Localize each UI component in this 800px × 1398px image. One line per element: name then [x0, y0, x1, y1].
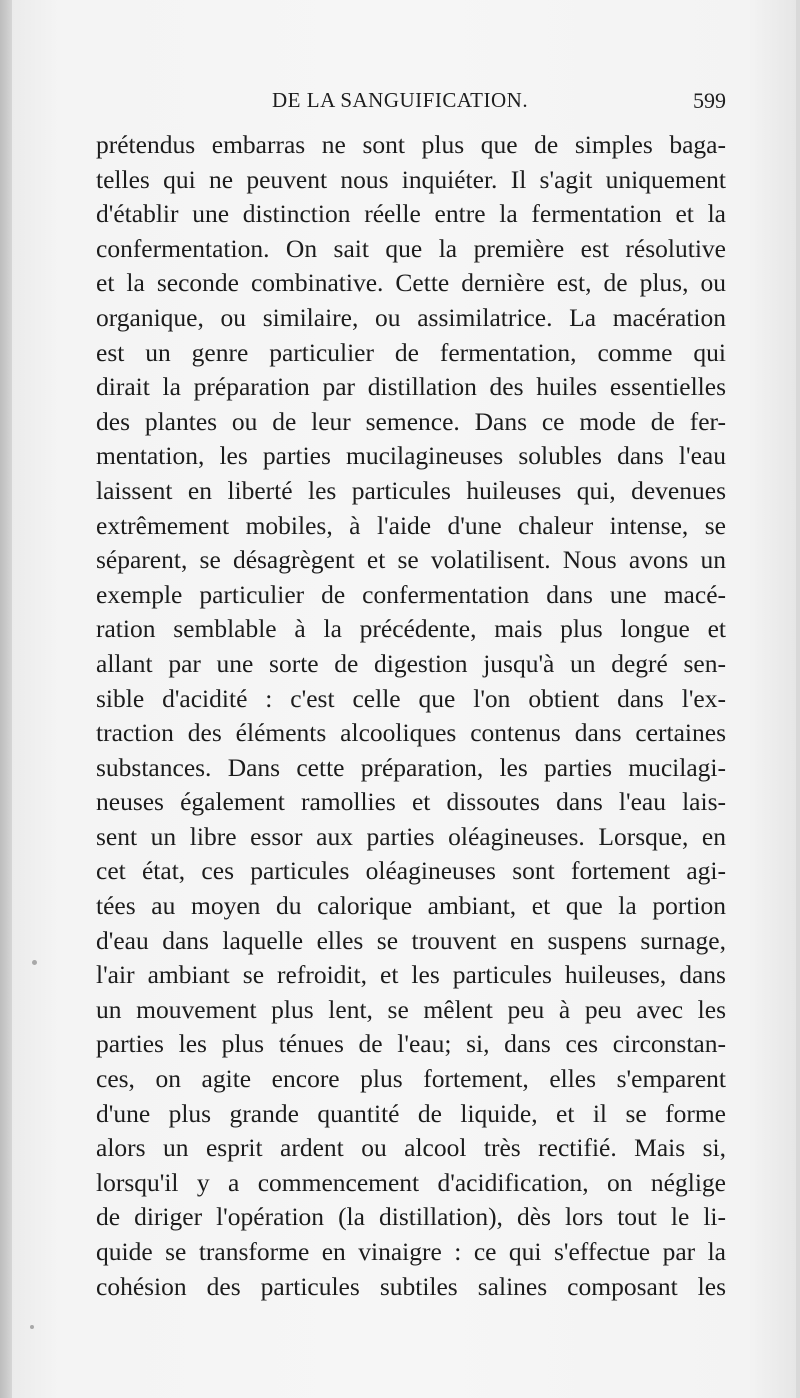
page-header [96, 84, 726, 120]
text-line: un mouvement plus lent, se mêlent peu à peu avec les [96, 994, 726, 1024]
text-line: parties les plus ténues de l'eau; si, dans ces circonstan- [96, 1029, 726, 1059]
text-line: traction des éléments alcooliques contenus dans certaines [96, 718, 726, 748]
ink-smudge [30, 1325, 34, 1329]
text-line: mentation, les parties mucilagineuses solubles dans l'eau [96, 441, 726, 471]
text-line: lorsqu'il y a commencement d'acidification, on néglige [96, 1167, 726, 1197]
text-line: alors un esprit ardent ou alcool très rectifié. Mais si, [96, 1133, 726, 1163]
text-line: de diriger l'opération (la distillation), dès lors tout le li- [96, 1202, 726, 1232]
text-line: quide se transforme en vinaigre : ce qui s'effectue par la [96, 1237, 726, 1266]
text-line: exemple particulier de confermentation dans une macé- [96, 579, 726, 609]
text-line: ces, on agite encore plus fortement, elles s'emparent [96, 1064, 726, 1094]
text-line: sent un libre essor aux parties oléagineuses. Lorsque, en [96, 821, 726, 851]
text-line: d'eau dans laquelle elles se trouvent en suspens surnage, [96, 925, 726, 955]
text-line: séparent, se désagrègent et se volatilisent. Nous avons un [96, 545, 726, 575]
text-line: confermentation. On sait que la première est résolutive [96, 233, 726, 263]
ink-smudge [32, 960, 37, 965]
text-line: organique, ou similaire, ou assimilatrice. La macération [96, 302, 726, 332]
body-text [96, 128, 726, 1304]
text-line: neuses également ramollies et dissoutes dans l'eau lais- [96, 787, 726, 817]
text-line: dirait la préparation par distillation des huiles essentielles [96, 372, 726, 402]
page-gutter [0, 0, 12, 1398]
text-line: cet état, ces particules oléagineuses sont fortement agi- [96, 856, 726, 886]
text-line: et la seconde combinative. Cette dernière est, de plus, ou [96, 268, 726, 298]
text-line: extrêmement mobiles, à l'aide d'une chaleur intense, se [96, 510, 726, 540]
text-line: des plantes ou de leur semence. Dans ce mode de fer- [96, 406, 726, 436]
text-line: telles qui ne peuvent nous inquiéter. Il s'agit uniquement [96, 164, 726, 194]
text-line: d'établir une distinction réelle entre la fermentation et la [96, 199, 726, 229]
text-line: cohésion des particules subtiles salines composant les [96, 1271, 726, 1301]
text-line: allant par une sorte de digestion jusqu'à un degré sen- [96, 648, 726, 678]
text-line: substances. Dans cette préparation, les parties mucilagi- [96, 752, 726, 782]
text-line: est un genre particulier de fermentation, comme qui [96, 337, 726, 367]
text-line: ration semblable à la précédente, mais plus longue et [96, 614, 726, 644]
text-line: laissent en liberté les particules huileuses qui, devenues [96, 475, 726, 505]
page-number: 599 [693, 88, 726, 113]
text-line: d'une plus grande quantité de liquide, et il se forme [96, 1098, 726, 1128]
text-line: sible d'acidité : c'est celle que l'on obtient dans l'ex- [96, 683, 726, 713]
text-line: l'air ambiant se refroidit, et les particules huileuses, dans [96, 960, 726, 990]
text-line: tées au moyen du calorique ambiant, et que la portion [96, 891, 726, 921]
text-line: prétendus embarras ne sont plus que de simples baga- [96, 130, 726, 159]
running-title: DE LA SANGUIFICATION. [272, 88, 529, 112]
